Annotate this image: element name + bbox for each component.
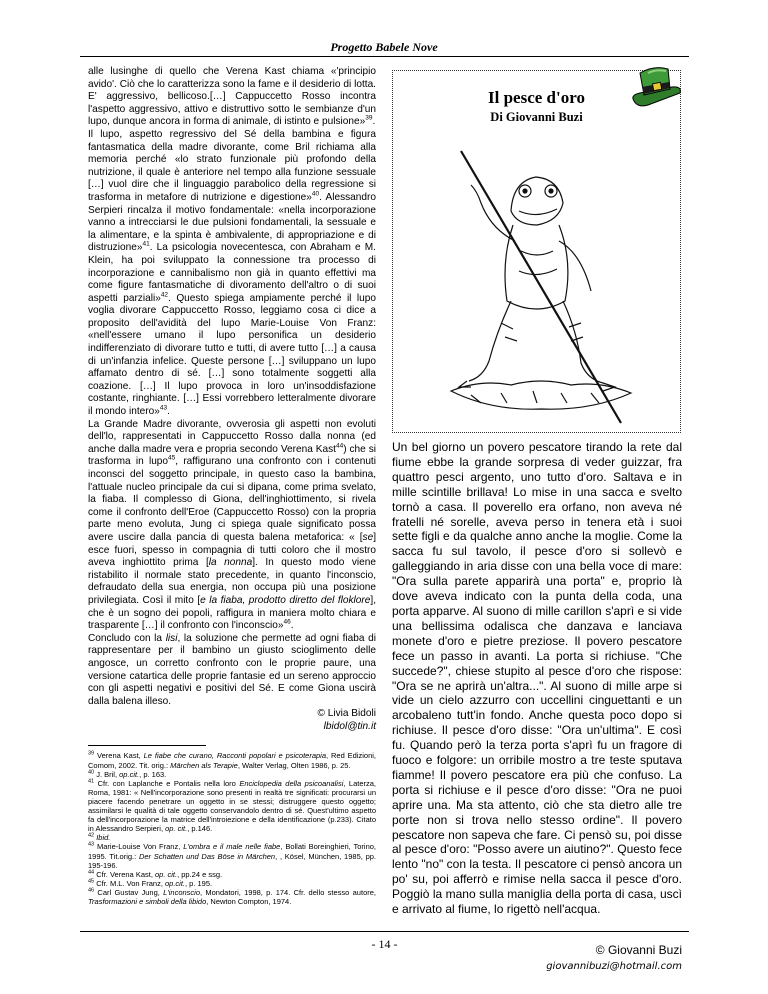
article-continuation: [88, 66, 376, 906]
footnote-ref: 41: [142, 240, 150, 248]
paragraph: Il lupo, aspetto regressivo del Sé della bambina e figura fantasmatica della madre divorante, come Bril richiama alla memoria perché «lo strato funzionale più profondo della nutrizione, il quale è anteriore nel tempo alla funzione sessuale […] vuol dire che il linguaggio parabolico della regressione si trasforma in metafore di nutrizione e digestione»$^{40}$. Alessandro Serpieri rincalza il motivo fondamentale: «nella incorporazione vanno a intrecciarsi le due pulsioni fondamentali, la sessuale e la alimentare, e la spinta è ambivalente, di appropriazione e di distruzione»$^{41}$. La psicologia novecentesca, con Abraham e M. Klein, ha poi sviluppato la connessione tra processo di incorporazione e cannibalismo non già in quanto effettivi ma come figure fantasmatiche di divoramento dell'altro o di suoi aspetti parziali»$^{42}$. Questo spiega ampiamente perché il lupo voglia divorare Cappuccetto Rosso, leggiamo cosa ci dice a proposito dell'avidità del lupo Marie-Louise Von Franz: «nell'essere umano il lupo personifica un desiderio indifferenziato di divorare tutto e tutti, di avere tutto […] a causa di un'infanzia infelice. Queste persone […] sviluppano un lupo affamato dentro di sé. […] sono totalmente soggetti alla coazione. […] Il lupo provoca in loro un'insoddisfazione costante, ringhiante. […] Essi vorrebbero letteralmente divorare il mondo intero»$^{43}$.: [88, 128, 376, 418]
footnote-number: 44: [88, 869, 95, 876]
footnote: $^{44}$ Cfr. Verena Kast, op. cit., pp.24 e ssg.: [88, 869, 223, 879]
author-signature: [88, 708, 376, 733]
footnote-ref: 43: [159, 404, 168, 412]
paragraph: Concludo con la lisi, la soluzione che permette ad ogni fiaba di rappresentare per il bambino un giusto scioglimento delle angosce, un corretto confronto con le proprie paure, una versione catartica delle proprie fantasie ed un sereno approccio con gli aspetti negativi e positivi del Sé. E come Giona uscirà dalla balena illeso.: [88, 632, 376, 707]
footnote-ref: 46: [283, 618, 291, 626]
footnote-number: 45: [88, 878, 95, 885]
footnote: $^{46}$ Carl Gustav Jung, L'inconscio, Mondatori, 1998, p. 174. Cfr. dello stesso autore, Trasformazioni e simboli della libido, Newton Compton, 1974.: [88, 887, 376, 906]
footnote-ref: 44: [335, 442, 344, 450]
footnote-ref: 45: [168, 455, 176, 463]
story-signature: © Giovanni Buzi: [595, 943, 682, 957]
footnote-separator: [88, 745, 206, 746]
footnote-ref: 42: [160, 291, 169, 299]
article-body: [88, 66, 376, 708]
footer-rule: [80, 931, 689, 932]
footnote: $^{45}$ Cfr. M.L. Von Franz, op.cit., p. 195.: [88, 878, 213, 888]
page-number: - 14 -: [371, 937, 398, 951]
story-title: Il pesce d'oro: [488, 88, 585, 107]
footnote-number: 46: [88, 887, 95, 894]
footnote: $^{42}$ Ibid.: [88, 832, 111, 843]
footnote-number: 43: [88, 841, 95, 848]
paragraph: La Grande Madre divorante, ovverosia gli aspetti non evoluti dell'lo, rappresentati in Cappuccetto Rosso dalla nonna (ed anche dalla madre vera e propria secondo Verena Kast$^{44}$) che si trasforma in lupo$^{45}$, raffigurano una confronto con i contenuti inconsci del soggetto principale, in questo caso la bambina, l'attuale nucleo principale da cui si dipana, come prima svelato, la fiaba. Il complesso di Giona, dell'inghiottimento, si rivela come il confronto dell'Eroe (Cappuccetto Rosso) con la propria parte meno evoluta, Jung ci spiega quale significato possa avere uscire dalla pancia di questa balena metaforica: « [se] esce fuori, spesso in compagnia di tutti coloro che il mostro aveva inghiottito prima [la nonna]. In questo modo viene ristabilito il normale stato precedente, in quanto l'inconscio, defraudato della sua energia, non occupa più una posizione privilegiata. Così il mito [e la fiaba, prodotto diretto del floklore], che è un sogno dei popoli, raffigura in maniera molto chiara e trasparente […] il confronto con l'inconscio»$^{46}$.: [88, 418, 376, 632]
footnotes: [88, 751, 376, 906]
footnote-number: 39: [88, 750, 95, 757]
footnote: $^{40}$ J. Bril, op.cit., p. 163.: [88, 769, 167, 779]
author-email: lbidol@tin.it: [323, 720, 376, 732]
footnote-number: 41: [88, 778, 95, 785]
story-author: Di Giovanni Buzi: [490, 110, 583, 124]
footnote: $^{43}$ Marie-Louise Von Franz, L'ombra e il male nelle fiabe, Bollati Boreinghieri, Torino, 1995. Tit.orig.: Der Schatten und Das Böse in Märchen, , Kösel, München, 1985, pp. 195-196.: [88, 841, 377, 870]
running-header: Progetto Babele Nove: [330, 40, 438, 54]
story-text: Un bel giorno un povero pescatore tirando la rete dal fiume ebbe la grande sorpresa di veder guizzar, fra quattro pesci argento, uno tutto d'oro. Saltava e in mille scintille brillava! Lo mise in una sacca e svelto tornò a casa. Il poverello era orfano, non aveva né fratelli né sorelle, aveva perso in tenera età i suoi sette figli e da qualche anno anche la moglie. Come la sacca fu sul tavolo, il pesce d'oro si sollevò e galleggiando in aria disse con una bella voce di mare: "Ora sulla parete apparirà una porta" e, proprio là dove aveva indicato con la punta della coda, una porta apparve. Al suono di mille carillon s'aprì e si vide una bellissima odalisca che danzava e lanciava monete d'oro e pietre preziose. Il povero pescatore fece un passo in avanti. La porta si richiuse. "Che succede?", chiese stupito al pesce d'oro che rispose: "Ora se ne aprirà un'altra...". Al suono di mille arpe si vide un cielo azzurro con uccellini cinguettanti e un arcobaleno tutt'in fondo. Anche questa poco dopo si richiuse. Il pesce d'oro disse: "Ora un'ultima". E così fu. Quando però la terza porta s'aprì fu un fragore di fuoco e folgore: un orribile mostro a tre teste sputava fiamme! Il povero pescatore era più che confuso. La porta si richiuse e il pesce d'oro disse: "Ora ne puoi aprire una. Ma sta attento, ciò che sta dietro alle tre porte non si trova nello stesso ordine". Il povero pescatore non sapeva che fare. Ci pensò su, poi disse al pesce d'oro: "Posso avere un aiutino?". Questo fece lento "no" con la testa. Il pescatore ci pensò ancora un po' su, poi afferrò e rimise nella sacca il pesce d'oro. Poggiò la mano sulla maniglia della porta di casa, uscì e arrivato al fiume, lo rigettò nell'acqua.: [392, 440, 682, 917]
story-column: [392, 440, 682, 972]
footnote-number: 42: [88, 832, 95, 839]
author-name: © Livia Bidoli: [317, 708, 376, 720]
story-title-box: [392, 70, 681, 433]
footnote-ref: 40: [311, 190, 320, 198]
frog-fisherman-illustration: [441, 141, 636, 426]
footnote: $^{39}$ Verena Kast, Le fiabe che curano, Racconti popolari e psicoterapia, Red Edizioni, Comom, 2002. Tit. orig.: Märchen als Terapie, Walter Verlag, Olten 1986, p. 25.: [88, 750, 376, 770]
story-email: giovannibuzi@hotmail.com: [546, 961, 682, 972]
footnote-number: 40: [88, 769, 95, 776]
paragraph: alle lusinghe di quello che Verena Kast chiama «'principio avido'. Ciò che lo caratterizza sono la fame e il desiderio di lotta. E' aggressivo, bellicoso.[…] Cappuccetto Rosso incontra l'aspetto aggressivo, attivo e distruttivo sotto le sembianze d'un lupo, dunque ancora in forma di animale, di istinto e pulsione»$^{39}$.: [88, 66, 376, 128]
footnote: $^{41}$ Cfr. con Laplanche e Pontalis nella loro Enciclopedia della psicoanalisi, Laterza, Roma, 1981: « Nell'incorporazione sono presenti in realtà tre significati: procurarsi un piacere facendo penetrare un oggetto in se stessi; distruggere questo oggetto; assimilarsi le qualità di tale oggetto conservandolo dentro di sé. Quest'ultimo aspetto fa dell'incorporazione la matrice dell'introiezione e della identificazione (p.233). Citato in Alessandro Serpieri, op. cit., p.146.: [88, 778, 376, 834]
header-rule: [80, 56, 689, 57]
green-hat-icon: [626, 61, 686, 115]
footnote-ref: 39: [365, 115, 373, 123]
